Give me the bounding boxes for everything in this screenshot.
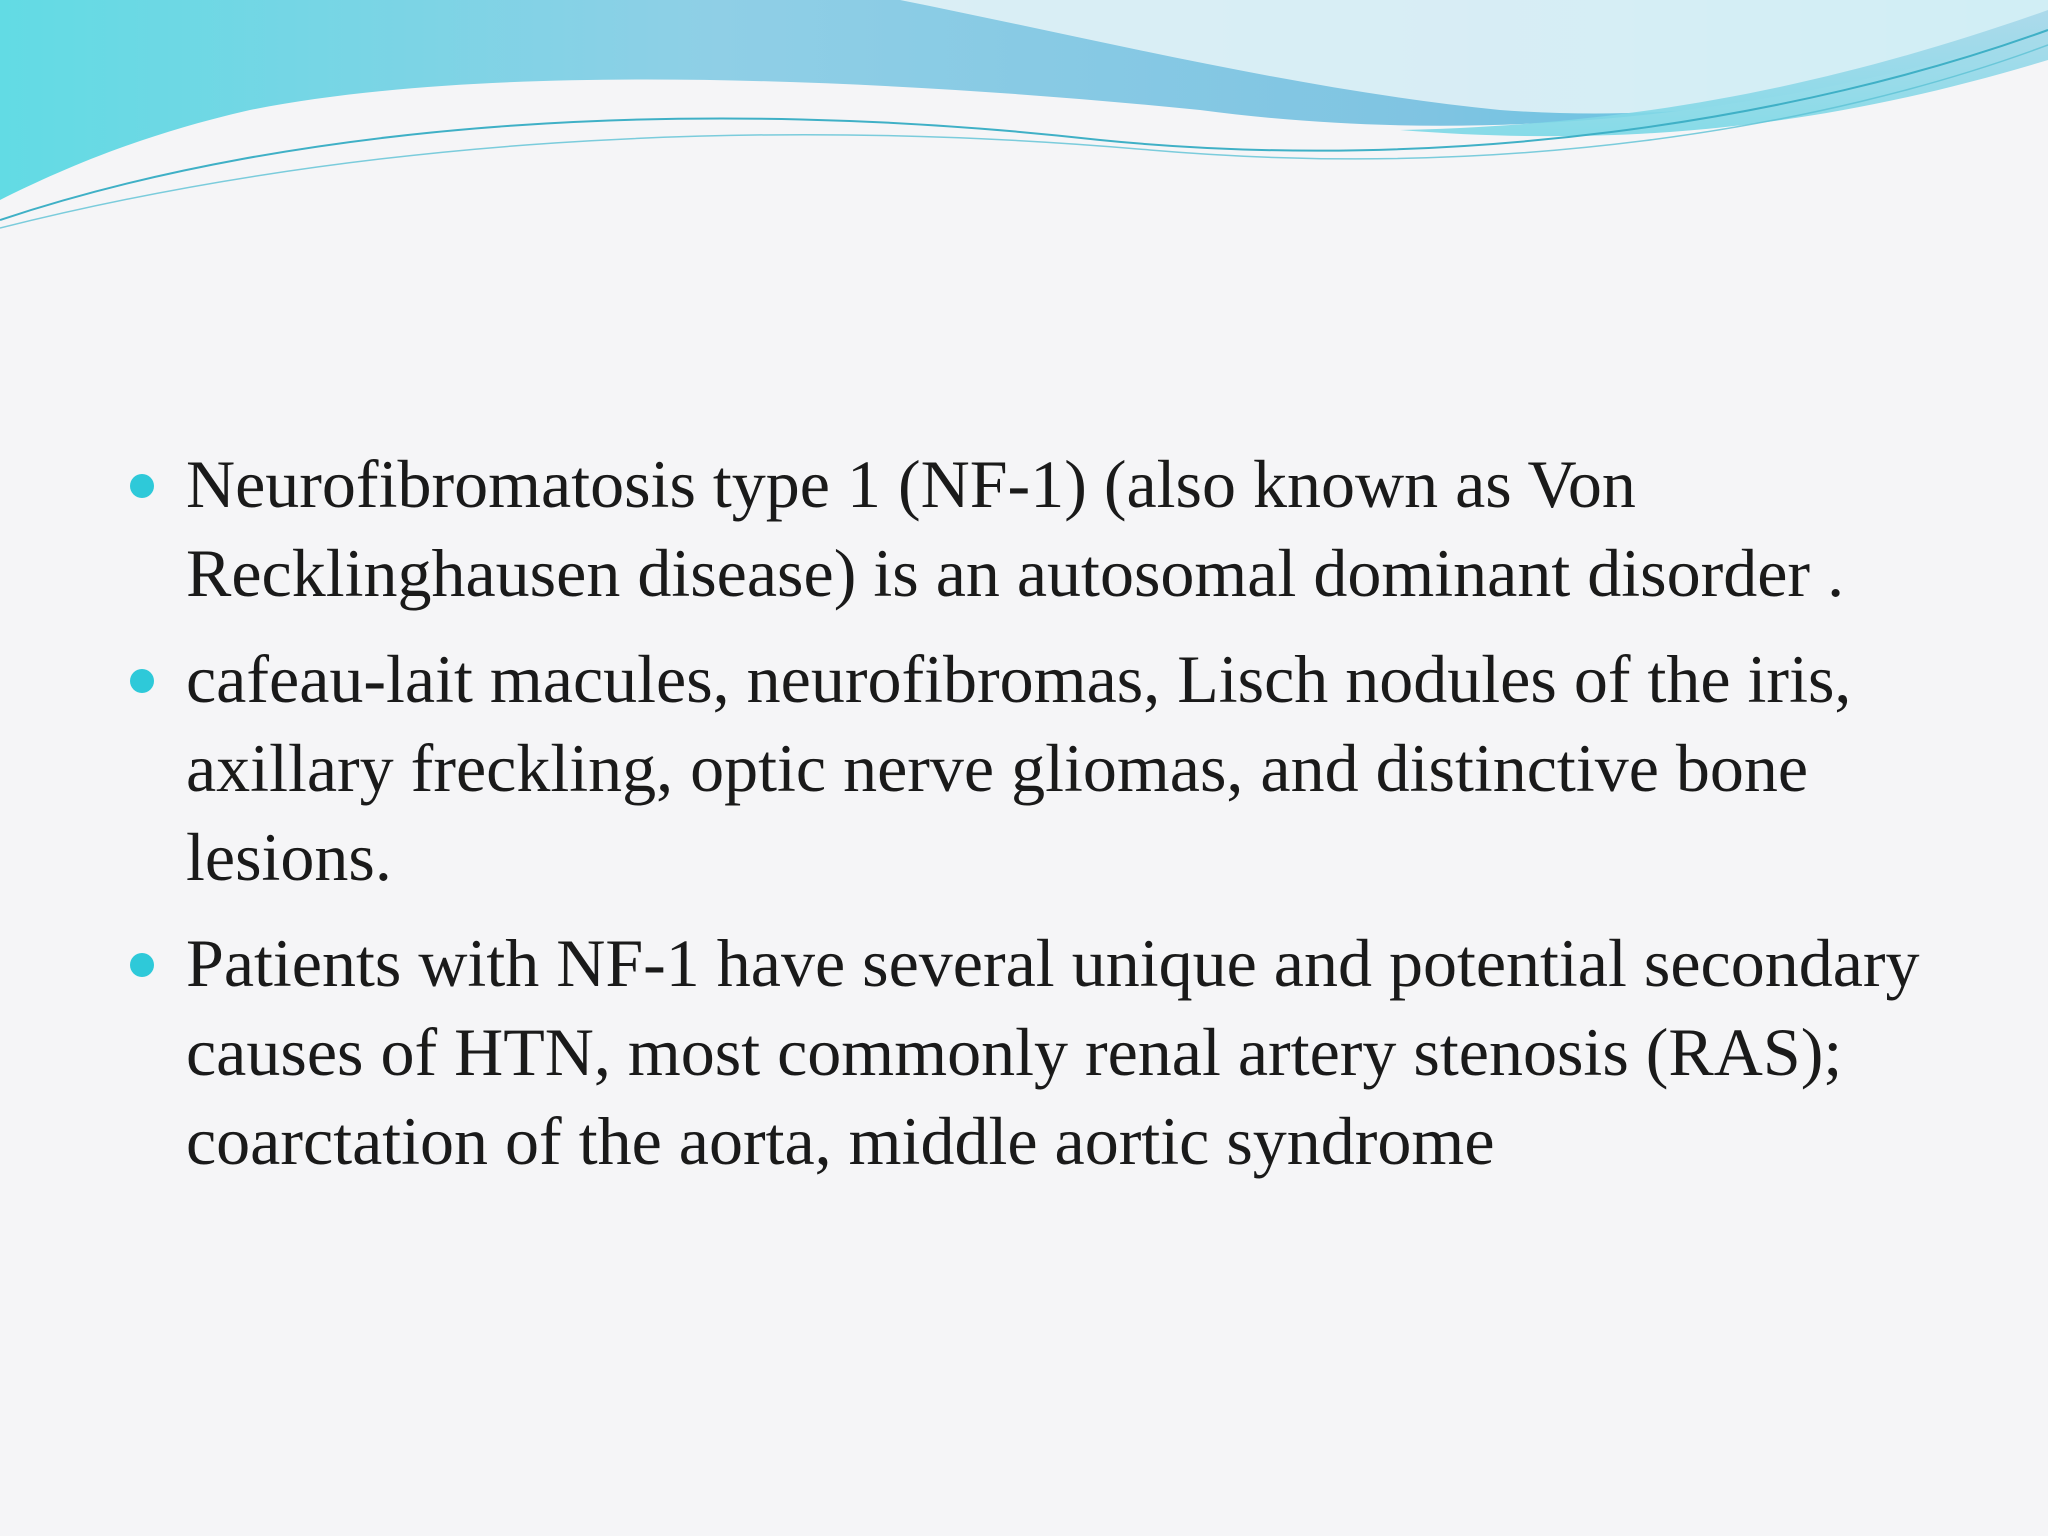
- bullet-dot-icon: [130, 669, 154, 693]
- bullet-dot-icon: [130, 953, 154, 977]
- bullet-text: cafeau-lait macules, neurofibromas, Lisch nodules of the iris, axillary freckling, optic nerve gliomas, and distinctive bone lesions.: [186, 641, 1852, 895]
- bullet-list: [130, 440, 1990, 1203]
- wave-header-decoration: [0, 0, 2048, 240]
- bullet-item-nf1-definition: [130, 440, 1990, 618]
- bullet-text: Neurofibromatosis type 1 (NF-1) (also known as Von Recklinghausen disease) is an autosomal dominant disorder .: [186, 446, 1845, 611]
- bullet-text: Patients with NF-1 have several unique and potential secondary causes of HTN, most commonly renal artery stenosis (RAS); coarctation of the aorta, middle aortic syndrome: [186, 925, 1920, 1179]
- bullet-item-clinical-features: [130, 635, 1990, 902]
- bullet-item-htn-causes: [130, 919, 1990, 1186]
- bullet-dot-icon: [130, 474, 154, 498]
